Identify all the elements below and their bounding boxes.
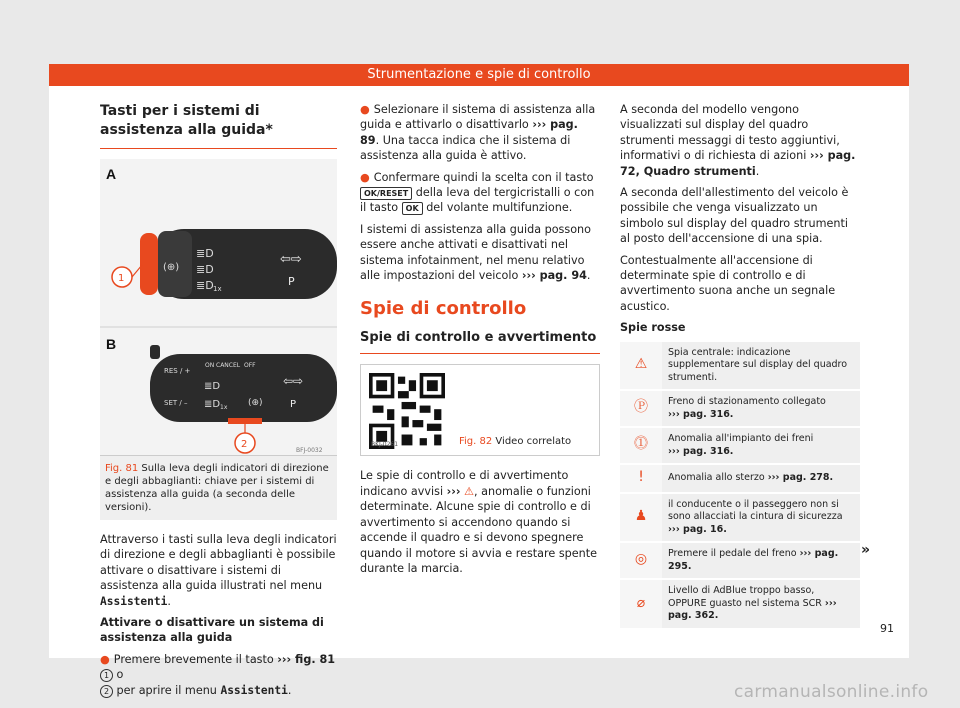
lamp-row bbox=[620, 427, 860, 464]
paragraph-messages: A seconda del modello vengono visualizzati sul display del quadro strumenti messaggi di testo aggiuntivi, informativi o di richiesta di azioni ››› pag. 72, Quadro strumenti. bbox=[620, 103, 856, 178]
svg-text:≣D: ≣D bbox=[204, 399, 221, 410]
seatbelt-icon: ♟ bbox=[620, 493, 662, 543]
parking-brake-icon: Ⓟ bbox=[620, 390, 662, 427]
video-caption bbox=[459, 434, 571, 449]
steering-icon: ! bbox=[620, 464, 662, 493]
turn-arrows-a: ⇦⇨ bbox=[280, 252, 302, 267]
lamp-description: Freno di stazionamento collegato ››› pag. 316. bbox=[662, 390, 860, 427]
brake-system-icon: ⓵ bbox=[620, 427, 662, 464]
watermark: carmanualsonline.info bbox=[734, 682, 929, 702]
paragraph-symbols: A seconda dell'allestimento del veicolo è possibile che venga visualizzato un simbolo sul display del quadro strumenti al posto dell'accensione di una spia. bbox=[620, 186, 849, 246]
lever-illustration bbox=[100, 159, 337, 455]
adblue-icon: ⌀ bbox=[620, 579, 662, 629]
menu-name-2: Assistenti bbox=[220, 683, 288, 697]
chapter-title: Spie di controllo bbox=[360, 298, 527, 320]
lamp-description: il conducente o il passeggero non si sono allacciati la cintura di sicurezza ››› pag. 16. bbox=[662, 493, 860, 543]
page-link-72[interactable]: ››› pag. 72, Quadro strumenti bbox=[620, 149, 856, 178]
ok-reset-key: OK/RESET bbox=[360, 187, 412, 200]
column-3 bbox=[620, 102, 860, 630]
section-subtitle: Spie di controllo e avvertimento bbox=[360, 329, 600, 354]
figure-link[interactable]: ››› fig. 81 bbox=[277, 652, 336, 666]
lamp-description: Anomalia allo sterzo ››› pag. 278. bbox=[662, 464, 860, 493]
cancel-label: CANCEL bbox=[216, 362, 241, 369]
video-caption-text: Video correlato bbox=[495, 436, 572, 448]
bullet-dot: ● bbox=[100, 652, 110, 666]
table-title: Spie rosse bbox=[620, 321, 686, 335]
page-link[interactable]: ››› pag. 362. bbox=[668, 597, 837, 622]
flash-1x-label-b: 1x bbox=[220, 404, 228, 411]
column-2 bbox=[360, 102, 600, 582]
bullet-dot: ● bbox=[360, 103, 370, 116]
lamp-row bbox=[620, 542, 860, 579]
bullet-2: ● Selezionare il sistema di assistenza alla guida e attivarlo o disattivarlo ››› pag. 89. Una tacca indica che il sistema di assistenza alla guida è attivo. bbox=[360, 103, 596, 163]
lamp-row bbox=[620, 579, 860, 629]
warning-triangle-icon: ⚠ bbox=[464, 484, 475, 498]
brake-pedal-icon: ◎ bbox=[620, 542, 662, 579]
page-link[interactable]: ››› pag. 278. bbox=[767, 472, 834, 484]
page-link[interactable]: ››› pag. 16. bbox=[668, 523, 727, 535]
lamp-description: Anomalia all'impianto dei freni ››› pag. 316. bbox=[662, 427, 860, 464]
paragraph-lamps-intro: Le spie di controllo e di avvertimento indicano avvisi ››› ⚠, anomalie o funzioni determinate. Alcune spie di controllo e di avvertimento si accendono quando si accende il quadro e si devono spegnere quando il motore si avvia e restare spente durante la marcia. bbox=[360, 469, 598, 575]
callout-2: 2 bbox=[241, 439, 248, 450]
figure-number: Fig. 81 bbox=[105, 463, 139, 474]
parking-light-a: P bbox=[288, 275, 295, 288]
turn-arrows-b: ⇦⇨ bbox=[283, 374, 304, 388]
warning-triangle-icon: ⚠ bbox=[620, 342, 662, 391]
menu-name: Assistenti bbox=[100, 594, 168, 608]
off-label: OFF bbox=[244, 362, 256, 369]
panel-b-label: B bbox=[106, 336, 117, 352]
flash-1x-label: 1x bbox=[213, 285, 222, 293]
lamp-description: Spia centrale: indicazione supplementare sul display del quadro strumenti. bbox=[662, 342, 860, 391]
svg-text:≣D: ≣D bbox=[204, 381, 221, 392]
callout-ref-2: 2 bbox=[100, 685, 113, 698]
page-header: Strumentazione e spie di controllo bbox=[49, 64, 909, 86]
qr-code-id: BKJ-0261 bbox=[371, 441, 399, 449]
subheading: Attivare o disattivare un sistema di assistenza alla guida bbox=[100, 616, 324, 645]
res-label: RES / + bbox=[164, 367, 191, 375]
page-link[interactable]: ››› pag. 316. bbox=[668, 408, 734, 420]
lamp-row bbox=[620, 464, 860, 493]
svg-text:(⊕): (⊕) bbox=[163, 262, 180, 273]
lamp-row bbox=[620, 342, 860, 391]
svg-text:(⊕): (⊕) bbox=[248, 398, 263, 408]
paragraph-infotainment: I sistemi di assistenza alla guida possono essere anche attivati e disattivati nel sistema infotainment, nel menu relativo alle impostazioni del veicolo ››› pag. 94. bbox=[360, 222, 591, 283]
callout-ref-1: 1 bbox=[100, 669, 113, 682]
figure-caption-text: Sulla leva degli indicatori di direzione e degli abbaglianti: chiave per i sistemi di assistenza alla guida (a seconda delle versioni). bbox=[105, 463, 329, 513]
paragraph-intro: Attraverso i tasti sulla leva degli indicatori di direzione e degli abbaglianti è possibile attivare o disattivare i sistemi di assistenza alla guida illustrati nel menu Assistenti. bbox=[100, 533, 337, 608]
parking-light-b: P bbox=[290, 399, 297, 410]
continue-icon: » bbox=[861, 542, 871, 558]
warning-link[interactable]: ››› bbox=[446, 484, 461, 498]
panel-a-label: A bbox=[106, 166, 117, 182]
figure-code: BFJ-0032 bbox=[296, 447, 323, 454]
on-label: ON bbox=[205, 362, 215, 369]
figure-81 bbox=[100, 159, 337, 456]
figure-caption bbox=[100, 456, 337, 520]
video-figure[interactable] bbox=[360, 364, 600, 456]
bullet-1: ● Premere brevemente il tasto ››› fig. 81 1 o 2 per aprire il menu Assistenti. bbox=[100, 652, 336, 697]
lamp-description: Premere il pedale del freno ››› pag. 295. bbox=[662, 542, 860, 579]
page-link[interactable]: ››› pag. 295. bbox=[668, 548, 839, 572]
svg-text:≣D: ≣D bbox=[196, 263, 214, 276]
figure-number-82: Fig. 82 bbox=[459, 436, 493, 448]
page-number: 91 bbox=[880, 622, 894, 635]
paragraph-acoustic: Contestualmente all'accensione di determinate spie di controllo e di avvertimento suona anche un segnale acustico. bbox=[620, 253, 836, 313]
column-1 bbox=[100, 102, 337, 704]
set-label: SET / – bbox=[164, 399, 188, 407]
page-link-89[interactable]: ››› pag. 89 bbox=[360, 118, 578, 147]
page-link-94[interactable]: ››› pag. 94 bbox=[521, 269, 587, 283]
bullet-3: ● Confermare quindi la scelta con il tasto OK/RESET della leva del tergicristalli o con il tasto OK del volante multifunzione. bbox=[360, 170, 595, 215]
svg-text:≣D: ≣D bbox=[196, 279, 214, 292]
bullet-dot: ● bbox=[360, 170, 370, 184]
page-link[interactable]: ››› pag. 316. bbox=[668, 445, 734, 457]
lamp-description: Livello di AdBlue troppo basso, OPPURE guasto nel sistema SCR ››› pag. 362. bbox=[662, 579, 860, 629]
svg-text:≣D: ≣D bbox=[196, 247, 214, 260]
callout-1: 1 bbox=[118, 273, 125, 284]
red-lamps-table bbox=[620, 342, 860, 630]
section-title: Tasti per i sistemi di assistenza alla guida* bbox=[100, 102, 337, 149]
ok-key: OK bbox=[402, 202, 423, 215]
lamp-row bbox=[620, 493, 860, 543]
lamp-row bbox=[620, 390, 860, 427]
